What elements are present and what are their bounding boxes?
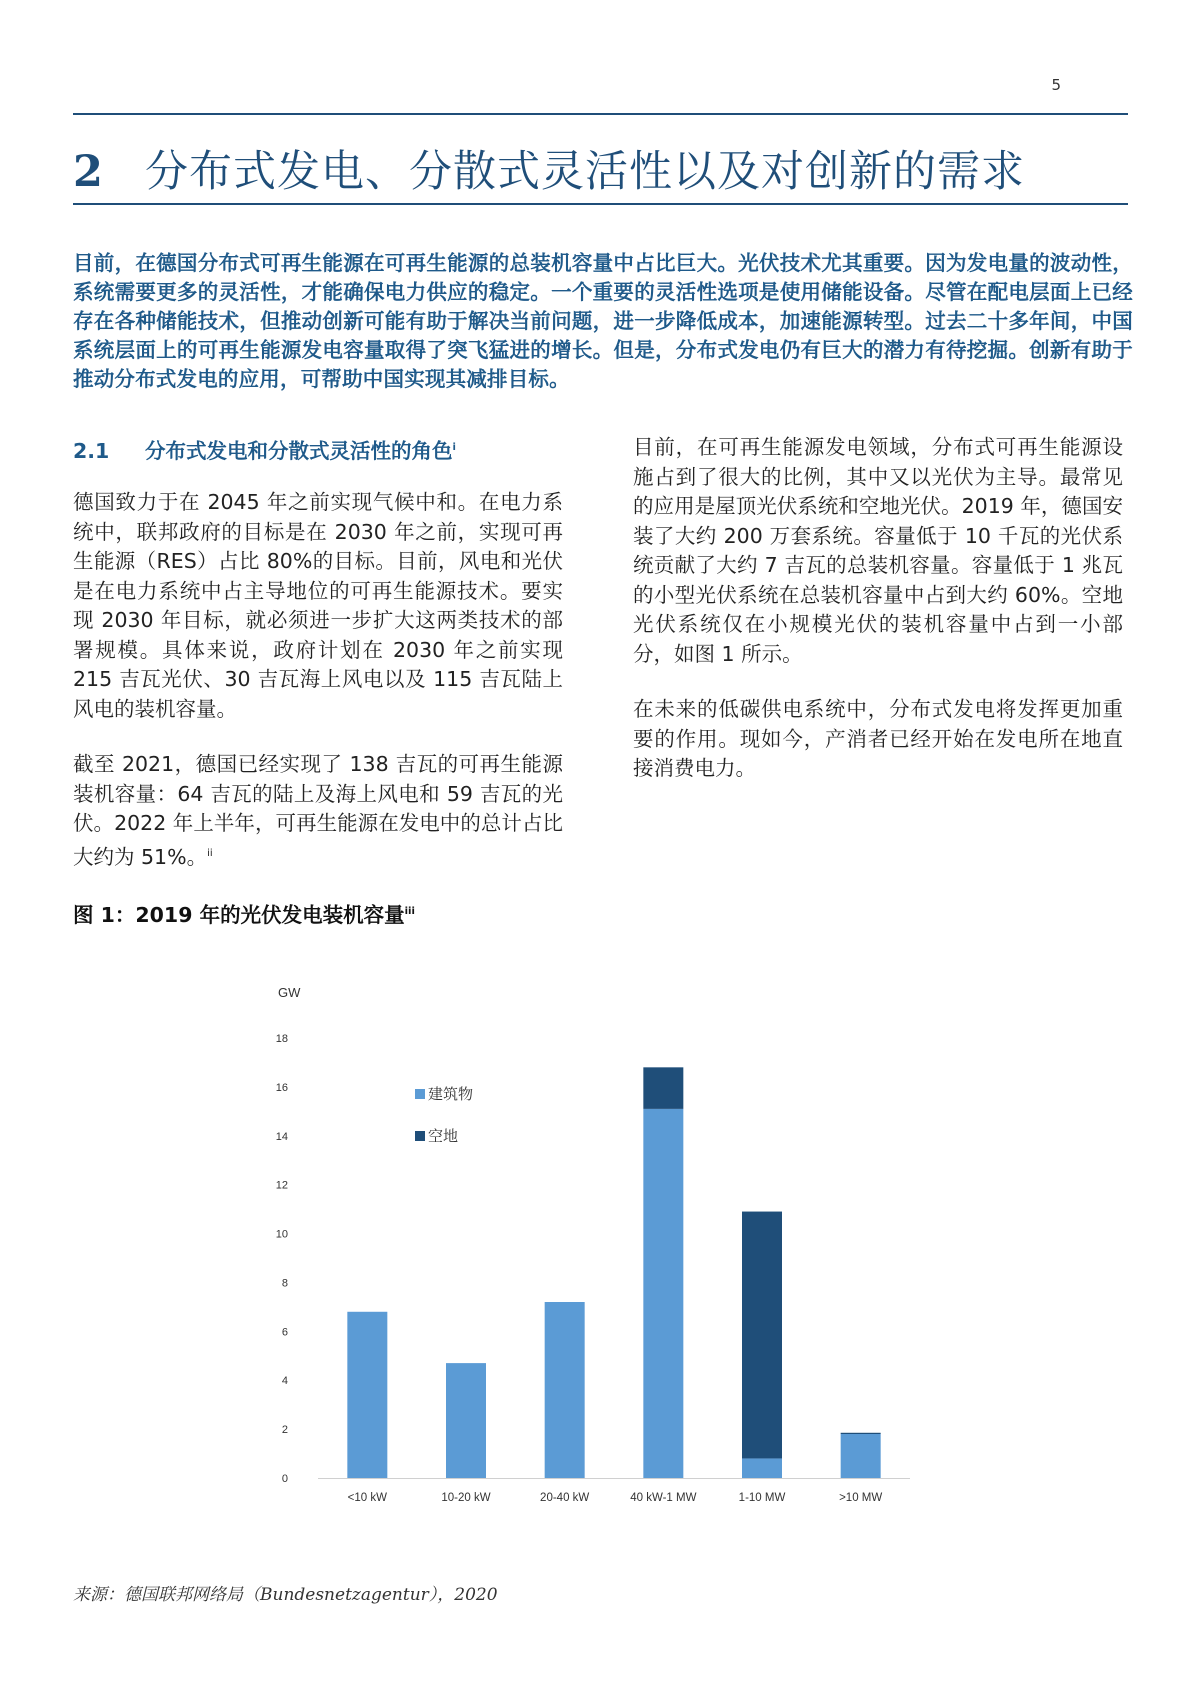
x-tick-label: 10-20 kW	[441, 1492, 491, 1504]
section-title: 分布式发电和分散式灵活性的角色	[145, 438, 453, 463]
legend-swatch-building	[415, 1089, 425, 1099]
intro-summary: 目前，在德国分布式可再生能源在可再生能源的总装机容量中占比巨大。光伏技术尤其重要。因为发电量的波动性，系统需要更多的灵活性，才能确保电力供应的稳定。一个重要的灵活性选项是使用储能设备。尽管在配电层面上已经存在各种储能技术，但推动创新可能有助于解决当前问题，进一步降低成本，加速能源转型。过去二十多年间，中国系统层面上的可再生能源发电容量取得了突飞猛进的增长。但是，分布式发电仍有巨大的潜力有待挖掘。创新有助于推动分布式发电的应用，可帮助中国实现其减排目标。	[73, 251, 1133, 391]
section-heading	[73, 433, 563, 466]
bar-ground-5	[841, 1433, 881, 1434]
source-note: 来源：德国联邦网络局（Bundesnetzagentur），2020	[73, 1585, 498, 1605]
bar-building-1	[446, 1363, 486, 1478]
chapter-number: 2	[73, 147, 104, 197]
legend-label-ground: 空地	[428, 1128, 459, 1145]
section-footnote-ref[interactable]: i	[452, 442, 456, 453]
left-paragraph-2	[73, 750, 563, 872]
bar-building-3	[643, 1109, 683, 1478]
y-tick-label: 14	[275, 1130, 288, 1143]
right-column	[633, 433, 1123, 810]
y-tick-label: 0	[281, 1473, 288, 1485]
left-column	[73, 433, 563, 898]
x-tick-label: 40 kW-1 MW	[630, 1492, 697, 1504]
bar-building-4	[742, 1458, 782, 1478]
paragraph-footnote-ref[interactable]: ii	[207, 847, 213, 859]
y-tick-label: 10	[275, 1228, 288, 1241]
bar-building-0	[347, 1312, 387, 1478]
legend-label-building: 建筑物	[428, 1086, 474, 1103]
figure-footnote-ref[interactable]: iii	[404, 906, 415, 918]
bar-building-2	[545, 1302, 585, 1478]
y-axis-unit-label: GW	[278, 985, 301, 1000]
top-rule	[73, 113, 1128, 115]
x-tick-label: >10 MW	[839, 1492, 883, 1504]
right-paragraph-1: 目前，在可再生能源发电领域，分布式可再生能源设施占到了很大的比例，其中又以光伏为主导。最常见的应用是屋顶光伏系统和空地光伏。2019 年，德国安装了大约 200 万套系统。容量低于 10 千瓦的光伏系统贡献了大约 7 吉瓦的总装机容量。容量低于 1 兆瓦的小型光伏系统在总装机容量中占到大约 60%。空地光伏系统仅在小规模光伏的装机容量中占到一小部分，如图 1 所示。	[633, 435, 1123, 666]
chapter-heading	[73, 138, 1128, 199]
x-tick-label: 20-40 kW	[540, 1492, 590, 1504]
figure-title-text: 图 1：2019 年的光伏发电装机容量	[73, 903, 405, 927]
y-tick-label: 2	[281, 1424, 288, 1437]
page-number: 5	[1051, 76, 1061, 94]
left-paragraph-1: 德国致力于在 2045 年之前实现气候中和。在电力系统中，联邦政府的目标是在 2030 年之前，实现可再生能源（RES）占比 80%的目标。目前，风电和光伏是在电力系统中占主导地位的可再生能源技术。要实现 2030 年目标，就必须进一步扩大这两类技术的部署规模。具体来说，政府计划在 2030 年之前实现 215 吉瓦光伏、30 吉瓦海上风电以及 115 吉瓦陆上风电的装机容量。	[73, 490, 563, 721]
y-tick-label: 18	[275, 1033, 288, 1045]
y-tick-label: 12	[275, 1179, 288, 1192]
y-tick-label: 8	[281, 1277, 288, 1290]
pv-capacity-chart	[270, 975, 930, 1530]
y-tick-label: 6	[281, 1326, 288, 1339]
y-tick-label: 4	[281, 1375, 288, 1388]
y-tick-label: 16	[275, 1081, 288, 1094]
chapter-title: 分布式发电、分散式灵活性以及对创新的需求	[145, 147, 1025, 197]
figure-title	[73, 898, 415, 928]
x-tick-label: 1-10 MW	[738, 1492, 786, 1504]
bar-ground-3	[643, 1067, 683, 1109]
bar-building-5	[841, 1434, 881, 1478]
right-paragraph-2: 在未来的低碳供电系统中，分布式发电将发挥更加重要的作用。现如今，产消者已经开始在发电所在地直接消费电力。	[633, 697, 1123, 780]
legend-swatch-ground	[415, 1131, 425, 1141]
section-number: 2.1	[73, 438, 110, 463]
x-tick-label: <10 kW	[347, 1492, 387, 1504]
bar-ground-4	[742, 1212, 782, 1459]
left-paragraph-2-text: 截至 2021，德国已经实现了 138 吉瓦的可再生能源装机容量：64 吉瓦的陆上及海上风电和 59 吉瓦的光伏。2022 年上半年，可再生能源在发电中的总计占比大约为 51%。	[73, 752, 563, 869]
heading-rule	[73, 203, 1128, 205]
chart-svg	[270, 975, 930, 1530]
